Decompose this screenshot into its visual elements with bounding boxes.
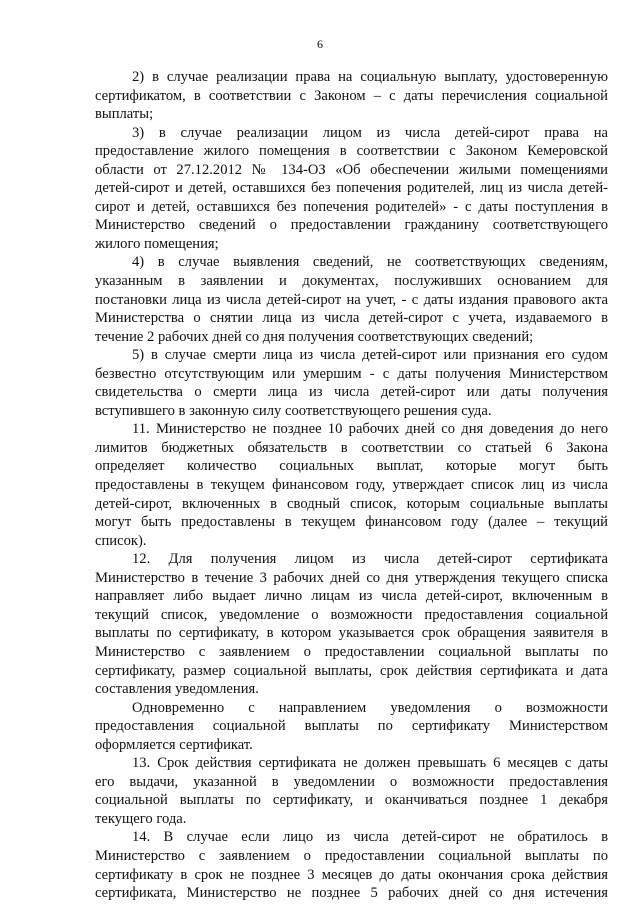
text-line: определяет количество социальных выплат, которые могут быть [95,458,608,475]
text-line: направляет либо выдает лично лицам из числа детей-сирот, включенным в [95,588,608,605]
text-line: могут быть предоставлены в текущем финансовом году (далее – текущий [95,514,608,531]
text-line: сертификата, Министерство не позднее 5 рабочих дней со дня истечения [95,885,608,902]
text-line: Министерство в течение 3 рабочих дней со дня утверждения текущего списка [95,569,608,586]
text-line: предоставление жилого помещения в соответствии с Законом Кемеровской [95,143,608,160]
text-line: течение 2 рабочих дней со дня получения соответствующих сведений; [95,328,534,345]
text-line: Министерства о снятии лица из числа детей-сирот с учета, издаваемого в [95,310,608,327]
text-line: выплаты; [95,106,154,123]
text-line: указанным в заявлении и документах, послуживших основанием для [95,273,608,290]
text-line: предоставлены в текущем финансовом году, утверждает список лиц из числа [95,477,608,494]
text-line: лимитов бюджетных обязательств в соответствии со статьей 6 Закона [95,439,608,456]
text-line: 5) в случае смерти лица из числа детей-сирот или признания его судом [132,347,608,364]
text-line: составления уведомления. [95,681,259,698]
paragraph [95,420,608,550]
text-line: 11. Министерство не позднее 10 рабочих дней со дня доведения до него [132,421,608,438]
text-line: Одновременно с направлением уведомления о возможности [132,699,608,716]
text-line: сирот и детей, оставшихся без попечения родителей» - с даты поступления в [95,198,608,215]
text-line: сертификату в срок не позднее 3 месяцев до даты окончания срока действия [95,866,608,883]
text-line: свидетельства о смерти лица из числа детей-сирот или даты получения [95,384,608,401]
paragraph [95,828,608,902]
text-line: детей-сирот, включенных в сводный список, которым социальные выплаты [95,495,608,512]
document-body [95,68,608,903]
text-line: 12. Для получения лицом из числа детей-сирот сертификата [132,551,608,568]
text-line: 2) в случае реализации права на социальную выплату, удостоверенную [132,69,608,85]
text-line: оформляется сертификат. [95,736,253,753]
paragraph [95,68,608,124]
text-line: 4) в случае выявления сведений, не соответствующих сведениям, [132,254,608,271]
paragraph [95,253,608,346]
text-line: 3) в случае реализации лицом из числа детей-сирот права на [132,124,608,141]
text-line: постановки лица из числа детей-сирот на учет, - с даты издания правового акта [95,291,608,308]
text-line: детей-сирот и детей, оставшихся без попечения родителей, лиц из числа детей- [95,180,608,197]
page-number: 6 [317,37,323,51]
text-line: выплаты по сертификату, в котором указывается срок обращения заявителя в [95,625,608,642]
paragraph [95,346,608,420]
text-line: Министерство с заявлением о предоставлении социальной выплаты по [95,847,608,864]
paragraph [95,699,608,755]
text-line: Министерство сведений о предоставлении гражданину соответствующего [95,217,608,234]
paragraph [95,124,608,254]
paragraph [95,754,608,828]
text-line: список). [95,532,147,549]
text-line: его выдачи, указанной в уведомлении о возможности предоставления [95,773,608,790]
text-line: сертификату, размер социальной выплаты, срок действия сертификата и дата [95,662,608,679]
text-line: социальной выплаты по сертификату, и оканчиваться позднее 1 декабря [95,792,608,809]
text-line: вступившего в законную силу соответствующего решения суда. [95,402,492,419]
text-line: жилого помещения; [95,235,219,252]
text-line: текущий список, уведомление о возможности предоставления социальной [95,606,608,623]
text-line: сертификатом, в соответствии с Законом – с даты перечисления социальной [95,87,608,104]
text-line: безвестно отсутствующим или умершим - с даты получения Министерством [95,365,608,382]
text-line: текущего года. [95,810,187,827]
paragraph [95,550,608,698]
text-line: области от 27.12.2012 № 134-ОЗ «Об обеспечении жилыми помещениями [95,161,608,178]
text-line: 13. Срок действия сертификата не должен превышать 6 месяцев с даты [132,755,608,772]
text-line: Министерство с заявлением о предоставлении социальной выплаты по [95,643,608,660]
text-line: 14. В случае если лицо из числа детей-сирот не обратилось в [132,829,608,846]
text-line: предоставления социальной выплаты по сертификату Министерством [95,718,608,735]
